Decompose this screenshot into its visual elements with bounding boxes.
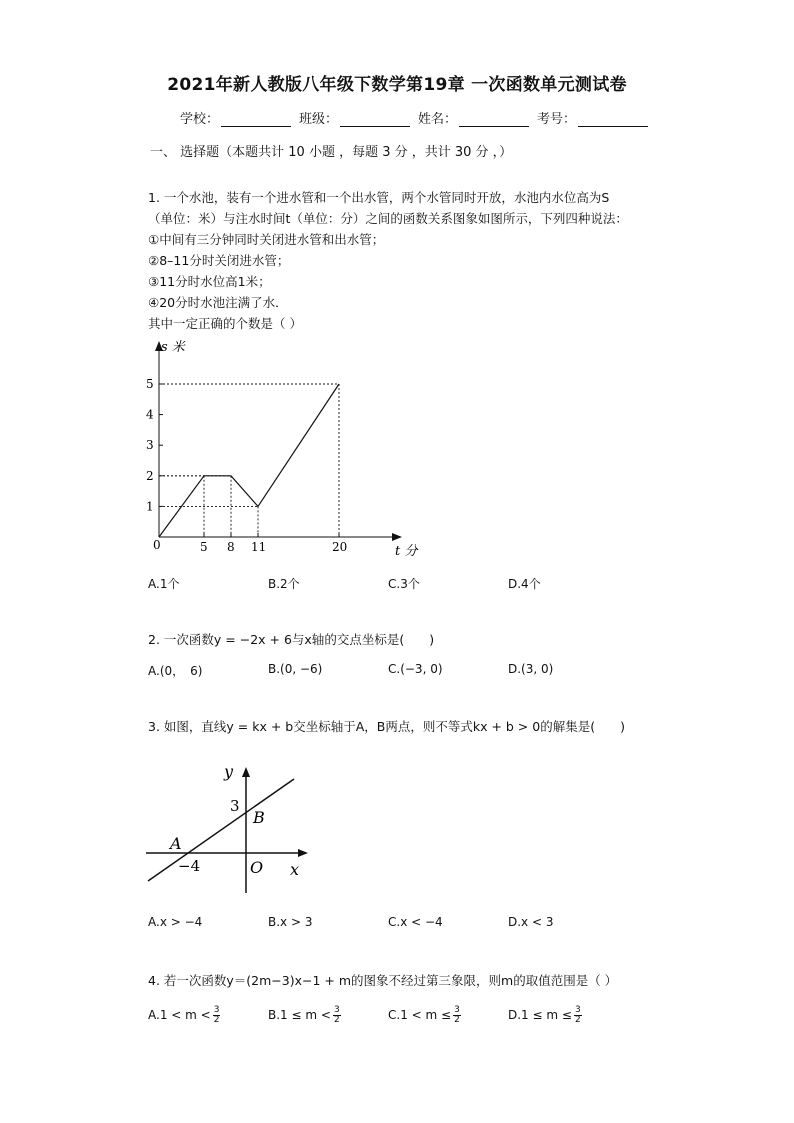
q3-option-c[interactable]: C.x < −4 <box>388 915 443 929</box>
q4-option-c-prefix: C.1 < m ≤ <box>388 1008 452 1022</box>
q3-point-a-label: A <box>170 834 182 853</box>
q4-options <box>148 1006 708 1036</box>
q2-option-b[interactable]: B.(0, −6) <box>268 662 323 676</box>
page-title: 2021年新人教版八年级下数学第19章 一次函数单元测试卷 <box>167 75 627 95</box>
q1-option-b[interactable]: B.2个 <box>268 577 300 591</box>
school-blank[interactable] <box>221 112 291 127</box>
question-4: 4. 若一次函数y＝(2m−3)x−1 + m的图象不经过第三象限，则m的取值范围是（ ） <box>148 973 618 988</box>
q2-option-a[interactable]: A.(0， 6) <box>148 664 203 678</box>
q1-x-tick-label: 5 <box>200 540 208 554</box>
q3-x-label: x <box>290 860 300 879</box>
q1-water-level-line <box>159 384 339 537</box>
exam-number-label: 考号： <box>537 112 577 127</box>
q1-x-tick-label: 11 <box>251 540 267 554</box>
q1-water-level-graph <box>140 335 430 565</box>
q1-x-tick-label: 8 <box>227 540 235 554</box>
q3-y-arrow-icon <box>242 767 250 777</box>
q1-line-2: （单位：米）与注水时间t（单位：分）之间的函数关系图象如图所示，下列四种说法： <box>148 211 628 226</box>
q3-origin-label: O <box>250 858 264 877</box>
q1-line-6: ④20分时水池注满了水． <box>148 295 288 310</box>
q1-y-tick-label: 3 <box>146 438 154 453</box>
question-3: 3. 如图，直线y = kx + b交坐标轴于A，B两点，则不等式kx + b > 0的解集是( ) <box>148 719 625 734</box>
q3-y-label: y <box>224 762 234 781</box>
q4-option-a[interactable] <box>148 1006 220 1025</box>
q1-x-tick-label: 20 <box>332 540 348 554</box>
q1-y-tick-label: 5 <box>146 377 154 391</box>
q4-option-a-prefix: A.1 < m < <box>148 1008 211 1022</box>
q4-option-a-fraction: $\frac{3}{2}$ <box>213 1005 220 1025</box>
q4-option-b-fraction: $\frac{3}{2}$ <box>333 1005 340 1025</box>
q1-line-1: 1. 一个水池，装有一个进水管和一个出水管，两个水管同时开放，水池内水位高为S <box>148 190 610 205</box>
q1-y-tick-label: 1 <box>146 499 154 514</box>
q1-line-3: ①中间有三分钟同时关闭进水管和出水管； <box>148 232 385 247</box>
school-label: 学校： <box>180 112 220 127</box>
class-blank[interactable] <box>340 112 410 127</box>
q1-y-tick-label: 2 <box>146 468 154 483</box>
q4-option-b-prefix: B.1 ≤ m < <box>268 1008 331 1022</box>
q1-options <box>148 575 708 597</box>
exam-number-field <box>537 108 648 127</box>
q3-option-d[interactable]: D.x < 3 <box>508 915 554 929</box>
q3-line-graph <box>140 755 315 895</box>
q1-line-5: ③11分时水位高1米； <box>148 274 271 289</box>
q3-point-b-label: B <box>253 808 265 827</box>
student-info-row <box>180 108 656 127</box>
q3-b-value: 3 <box>230 797 240 815</box>
q3-option-b[interactable]: B.x > 3 <box>268 915 313 929</box>
q1-y-axis-label: s 米 <box>161 340 185 355</box>
q1-option-c[interactable]: C.3个 <box>388 577 420 591</box>
q3-x-arrow-icon <box>298 849 308 857</box>
name-label: 姓名： <box>418 112 458 127</box>
q1-option-a[interactable]: A.1个 <box>148 577 180 591</box>
name-field <box>418 108 529 127</box>
q1-x-axis-label: t 分 <box>395 544 418 559</box>
q1-x-arrow-icon <box>392 533 402 541</box>
q4-option-c-fraction: $\frac{3}{2}$ <box>454 1005 460 1025</box>
q3-a-value: −4 <box>178 857 201 875</box>
question-1 <box>148 187 708 334</box>
q1-origin-label: 0 <box>153 538 161 552</box>
q2-options <box>148 662 708 684</box>
q4-option-d-prefix: D.1 ≤ m ≤ <box>508 1008 572 1022</box>
question-2: 2. 一次函数y = −2x + 6与x轴的交点坐标是( ) <box>148 632 435 647</box>
q3-options <box>148 915 708 937</box>
q3-option-a[interactable]: A.x > −4 <box>148 915 203 929</box>
q1-line-7: 其中一定正确的个数是（ ） <box>148 316 302 331</box>
class-field <box>299 108 410 127</box>
q1-y-tick-label: 4 <box>146 407 154 422</box>
q1-line-4: ②8–11分时关闭进水管； <box>148 253 290 268</box>
exam-number-blank[interactable] <box>578 112 648 127</box>
q4-option-d[interactable] <box>508 1006 582 1025</box>
q4-option-d-fraction: $\frac{3}{2}$ <box>574 1005 581 1025</box>
school-field <box>180 108 291 127</box>
class-label: 班级： <box>299 112 339 127</box>
section-heading: 一、 选择题（本题共计 10 小题 ，每题 3 分 ，共计 30 分 ，） <box>150 145 513 160</box>
name-blank[interactable] <box>459 112 529 127</box>
q3-line-kx-b <box>148 779 294 881</box>
q1-option-d[interactable]: D.4个 <box>508 577 541 591</box>
q2-option-d[interactable]: D.(3, 0) <box>508 662 554 676</box>
q2-option-c[interactable]: C.(−3, 0) <box>388 662 443 676</box>
q4-option-b[interactable] <box>268 1006 341 1025</box>
q4-option-c[interactable] <box>388 1006 461 1025</box>
